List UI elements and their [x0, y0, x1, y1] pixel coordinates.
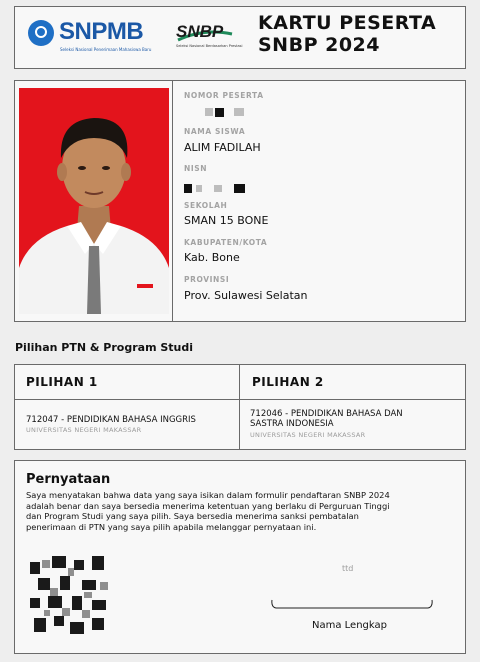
card-title [258, 12, 436, 56]
profile-divider [172, 80, 173, 322]
kabupaten-value: Kab. Bone [184, 251, 240, 264]
pilihan-2-header: PILIHAN 2 [252, 375, 324, 389]
statement-line-2: adalah benar dan saya bersedia menerima ketentuan yang berlaku di Perguruan Tinggi [26, 500, 390, 511]
nisn-label: NISN [184, 164, 208, 173]
ttd-mark: ttd [342, 564, 354, 573]
pilihan-2-program-line2: SASTRA INDONESIA [250, 419, 334, 429]
choices-table-column-divider [239, 364, 240, 450]
statement-title: Pernyataan [26, 472, 111, 487]
pilihan-2-program [250, 409, 403, 429]
nama-siswa-value: ALIM FADILAH [184, 141, 261, 154]
statement-line-4: penerimaan di PTN yang saya pilih apabila melanggar pernyataan ini. [26, 521, 317, 532]
signature-name-label: Nama Lengkap [312, 620, 387, 631]
card-title-line2: SNBP 2024 [258, 34, 380, 56]
provinsi-value: Prov. Sulawesi Selatan [184, 289, 308, 302]
snbp-logo-text: SNBP [176, 22, 224, 41]
pilihan-2-university: UNIVERSITAS NEGERI MAKASSAR [250, 431, 366, 439]
pilihan-2-program-line1: 712046 - PENDIDIKAN BAHASA DAN [250, 409, 403, 419]
sekolah-value: SMAN 15 BONE [184, 214, 269, 227]
kabupaten-label: KABUPATEN/KOTA [184, 238, 268, 247]
signature-line [270, 599, 434, 609]
sekolah-label: SEKOLAH [184, 201, 228, 210]
snpmb-logo-text: SNPMB [59, 18, 144, 45]
snpmb-logo [28, 16, 153, 56]
choices-section-title: Pilihan PTN & Program Studi [15, 341, 194, 354]
statement-line-1: Saya menyatakan bahwa data yang saya isikan dalam formulir pendaftaran SNBP 2024 [26, 490, 390, 500]
provinsi-label: PROVINSI [184, 275, 230, 284]
nomor-peserta-label: NOMOR PESERTA [184, 91, 264, 100]
choices-table-header-divider [14, 399, 466, 400]
tut-wuri-handayani-emblem-icon [28, 20, 54, 46]
snbp-logo [174, 18, 243, 52]
statement-line-3: dan Program Studi yang saya pilih. Saya bersedia menerima sanksi pembatalan [26, 511, 359, 521]
qr-code-icon [30, 556, 112, 638]
snbp-logo-subtitle: Seleksi Nasional Berdasarkan Prestasi [176, 44, 243, 48]
pilihan-1-header: PILIHAN 1 [26, 375, 98, 389]
nama-siswa-label: NAMA SISWA [184, 127, 246, 136]
statement-text [26, 490, 446, 532]
snpmb-logo-subtitle: Seleksi Nasional Penerimaan Mahasiswa Baru [60, 47, 152, 52]
pilihan-1-university: UNIVERSITAS NEGERI MAKASSAR [26, 426, 142, 434]
card-title-line1: KARTU PESERTA [258, 12, 437, 34]
pilihan-1-program: 712047 - PENDIDIKAN BAHASA INGGRIS [26, 415, 196, 425]
student-portrait-image [19, 88, 169, 314]
student-photo [19, 88, 169, 314]
